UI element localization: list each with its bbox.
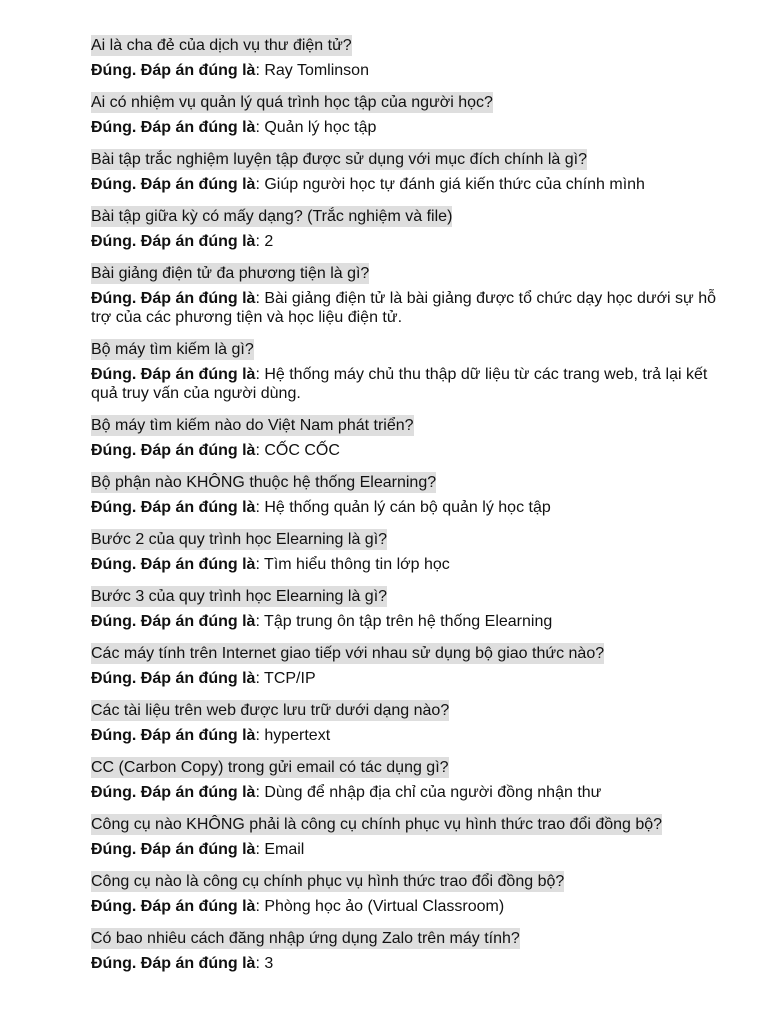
answer-text: Email <box>264 841 305 858</box>
answer-text: Phòng học ảo (Virtual Classroom) <box>264 898 505 915</box>
answer-line: Đúng. Đáp án đúng là: Hệ thống quản lý cán bộ quản lý học tập <box>91 499 551 516</box>
question-text: Bài tập giữa kỳ có mấy dạng? (Trắc nghiệm và file) <box>91 208 453 225</box>
answer-prefix: Đúng. Đáp án đúng là <box>91 556 256 573</box>
question-text: Các máy tính trên Internet giao tiếp với nhau sử dụng bộ giao thức nào? <box>91 645 605 662</box>
qa-item <box>91 147 731 198</box>
question-text: Công cụ nào là công cụ chính phục vụ hình thức trao đổi đồng bộ? <box>91 873 565 890</box>
answer-prefix: Đúng. Đáp án đúng là <box>91 670 256 687</box>
answer-text: Giúp người học tự đánh giá kiến thức của chính mình <box>264 176 645 193</box>
qa-item <box>91 641 731 692</box>
qa-item <box>91 413 731 464</box>
answer-line: Đúng. Đáp án đúng là: Bài giảng điện tử là bài giảng được tổ chức dạy học dưới sự hỗ trợ của các phương tiện và học liệu điện tử. <box>91 290 717 326</box>
document-body <box>91 33 731 983</box>
answer-prefix: Đúng. Đáp án đúng là <box>91 442 256 459</box>
question-text: Bước 3 của quy trình học Elearning là gì? <box>91 588 388 605</box>
answer-line: Đúng. Đáp án đúng là: Hệ thống máy chủ thu thập dữ liệu từ các trang web, trả lại kết quả truy vấn của người dùng. <box>91 366 708 402</box>
answer-prefix: Đúng. Đáp án đúng là <box>91 499 256 516</box>
answer-text: Hệ thống máy chủ thu thập dữ liệu từ các trang web, trả lại kết quả truy vấn của người dùng. <box>91 366 708 402</box>
answer-text: Quản lý học tập <box>264 119 377 136</box>
answer-prefix: Đúng. Đáp án đúng là <box>91 727 256 744</box>
answer-line: Đúng. Đáp án đúng là: Giúp người học tự đánh giá kiến thức của chính mình <box>91 176 645 193</box>
question-text: Bài giảng điện tử đa phương tiện là gì? <box>91 265 370 282</box>
answer-text: Hệ thống quản lý cán bộ quản lý học tập <box>264 499 551 516</box>
answer-line: Đúng. Đáp án đúng là: Tìm hiểu thông tin lớp học <box>91 556 450 573</box>
answer-text: Bài giảng điện tử là bài giảng được tổ chức dạy học dưới sự hỗ trợ của các phương tiện và học liệu điện tử. <box>91 290 717 326</box>
answer-prefix: Đúng. Đáp án đúng là <box>91 955 256 972</box>
answer-line: Đúng. Đáp án đúng là: 3 <box>91 955 274 972</box>
answer-text: Tập trung ôn tập trên hệ thống Elearning <box>264 613 553 630</box>
answer-prefix: Đúng. Đáp án đúng là <box>91 62 256 79</box>
question-text: Ai có nhiệm vụ quản lý quá trình học tập của người học? <box>91 94 493 111</box>
answer-line: Đúng. Đáp án đúng là: Ray Tomlinson <box>91 62 369 79</box>
answer-line: Đúng. Đáp án đúng là: 2 <box>91 233 274 250</box>
question-text: CC (Carbon Copy) trong gửi email có tác dụng gì? <box>91 759 449 776</box>
qa-item <box>91 584 731 635</box>
question-text: Bộ phận nào KHÔNG thuộc hệ thống Elearning? <box>91 474 437 491</box>
qa-item <box>91 926 731 977</box>
answer-line: Đúng. Đáp án đúng là: Quản lý học tập <box>91 119 377 136</box>
answer-prefix: Đúng. Đáp án đúng là <box>91 898 256 915</box>
question-text: Bộ máy tìm kiếm là gì? <box>91 341 254 358</box>
qa-item <box>91 33 731 84</box>
qa-item <box>91 90 731 141</box>
answer-prefix: Đúng. Đáp án đúng là <box>91 119 256 136</box>
answer-line: Đúng. Đáp án đúng là: TCP/IP <box>91 670 316 687</box>
qa-item <box>91 204 731 255</box>
qa-item <box>91 527 731 578</box>
answer-text: 3 <box>264 955 274 972</box>
question-text: Có bao nhiêu cách đăng nhập ứng dụng Zalo trên máy tính? <box>91 930 520 947</box>
qa-item <box>91 470 731 521</box>
qa-item <box>91 869 731 920</box>
question-text: Công cụ nào KHÔNG phải là công cụ chính phục vụ hình thức trao đổi đồng bộ? <box>91 816 663 833</box>
answer-text: TCP/IP <box>264 670 316 687</box>
qa-item <box>91 337 731 407</box>
question-text: Bước 2 của quy trình học Elearning là gì? <box>91 531 388 548</box>
answer-line: Đúng. Đáp án đúng là: CỐC CỐC <box>91 442 340 459</box>
qa-item <box>91 261 731 331</box>
answer-line: Đúng. Đáp án đúng là: Dùng để nhập địa chỉ của người đồng nhận thư <box>91 784 602 801</box>
qa-item <box>91 698 731 749</box>
answer-text: 2 <box>264 233 274 250</box>
qa-item <box>91 812 731 863</box>
answer-prefix: Đúng. Đáp án đúng là <box>91 176 256 193</box>
question-text: Bộ máy tìm kiếm nào do Việt Nam phát triển? <box>91 417 414 434</box>
qa-item <box>91 755 731 806</box>
answer-line: Đúng. Đáp án đúng là: Tập trung ôn tập trên hệ thống Elearning <box>91 613 553 630</box>
answer-line: Đúng. Đáp án đúng là: Email <box>91 841 305 858</box>
answer-prefix: Đúng. Đáp án đúng là <box>91 784 256 801</box>
answer-line: Đúng. Đáp án đúng là: Phòng học ảo (Virtual Classroom) <box>91 898 505 915</box>
answer-text: hypertext <box>264 727 331 744</box>
answer-prefix: Đúng. Đáp án đúng là <box>91 290 256 307</box>
question-text: Các tài liệu trên web được lưu trữ dưới dạng nào? <box>91 702 450 719</box>
answer-prefix: Đúng. Đáp án đúng là <box>91 613 256 630</box>
answer-prefix: Đúng. Đáp án đúng là <box>91 841 256 858</box>
answer-line: Đúng. Đáp án đúng là: hypertext <box>91 727 331 744</box>
answer-prefix: Đúng. Đáp án đúng là <box>91 233 256 250</box>
answer-prefix: Đúng. Đáp án đúng là <box>91 366 256 383</box>
question-text: Ai là cha đẻ của dịch vụ thư điện tử? <box>91 37 352 54</box>
answer-text: Dùng để nhập địa chỉ của người đồng nhận thư <box>264 784 602 801</box>
answer-text: Ray Tomlinson <box>264 62 369 79</box>
question-text: Bài tập trắc nghiệm luyện tập được sử dụng với mục đích chính là gì? <box>91 151 587 168</box>
answer-text: Tìm hiểu thông tin lớp học <box>264 556 450 573</box>
answer-text: CỐC CỐC <box>264 442 340 459</box>
